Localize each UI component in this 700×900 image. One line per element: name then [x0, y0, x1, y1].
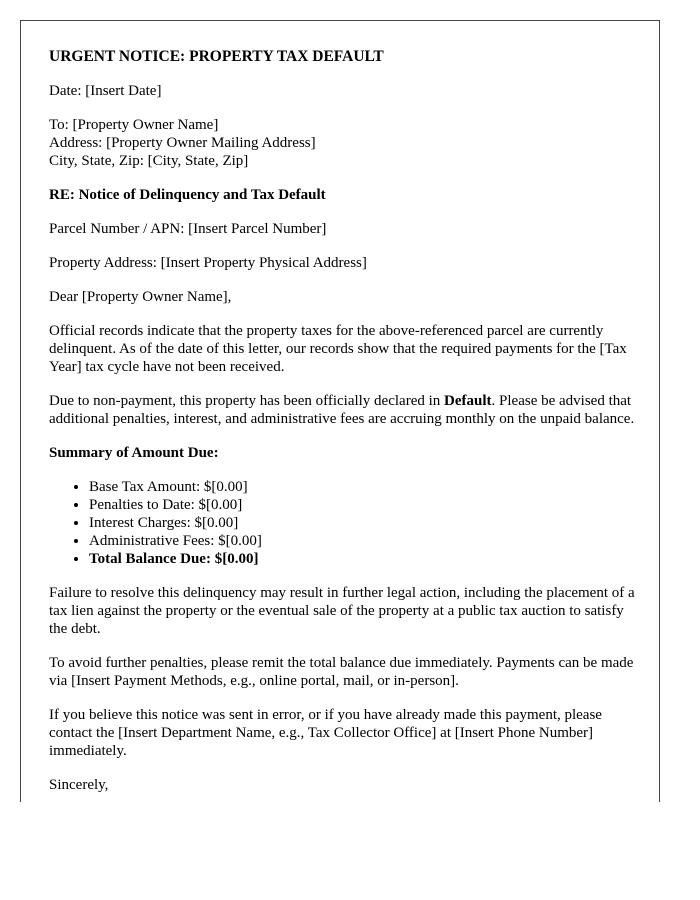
- summary-heading: Summary of Amount Due:: [49, 445, 219, 461]
- re-line: RE: Notice of Delinquency and Tax Default: [49, 187, 326, 203]
- default-emphasis: Default: [444, 393, 492, 409]
- list-item-admin-fees: • Administrative Fees: $[0.00]: [89, 532, 639, 550]
- recipient-block: [49, 116, 639, 170]
- paragraph-payment: To avoid further penalties, please remit the total balance due immediately. Payments can be made via [Insert Payment Methods, e.g., online portal, mail, or in-person].: [49, 655, 634, 689]
- list-item-interest: • Interest Charges: $[0.00]: [89, 514, 639, 532]
- date-line: Date: [Insert Date]: [49, 83, 162, 99]
- paragraph-legal-action: Failure to resolve this delinquency may result in further legal action, including the placement of a tax lien against the property or the eventual sale of the property at a public tax auction to satisfy the debt.: [49, 585, 635, 637]
- paragraph-delinquency: Official records indicate that the property taxes for the above-referenced parcel are currently delinquent. As of the date of this letter, our records show that the required payments for the [Tax Year] tax cycle have not been received.: [49, 323, 627, 375]
- notice-title: URGENT NOTICE: PROPERTY TAX DEFAULT: [49, 48, 384, 65]
- letter-body: [49, 48, 639, 802]
- paragraph-contact: If you believe this notice was sent in error, or if you have already made this payment, please contact the [Insert Department Name, e.g., Tax Collector Office] at [Insert Phone Number] immediately.: [49, 707, 602, 759]
- list-item-total-balance: • Total Balance Due: $[0.00]: [89, 550, 639, 568]
- paragraph-default: [49, 392, 639, 428]
- document-page: [20, 20, 660, 802]
- amount-due-list: [49, 478, 639, 568]
- closing: Sincerely,: [49, 777, 109, 793]
- list-item-penalties: • Penalties to Date: $[0.00]: [89, 496, 639, 514]
- recipient-address: Address: [Property Owner Mailing Address]: [49, 135, 316, 151]
- list-item-base-tax: • Base Tax Amount: $[0.00]: [89, 478, 639, 496]
- recipient-city-state-zip: City, State, Zip: [City, State, Zip]: [49, 153, 249, 169]
- paragraph-default-after: . Please be advised that additional penalties, interest, and administrative fees are accruing monthly on the unpaid balance.: [49, 393, 635, 427]
- salutation: Dear [Property Owner Name],: [49, 289, 232, 305]
- recipient-to: To: [Property Owner Name]: [49, 117, 219, 133]
- paragraph-default-before: Due to non-payment, this property has been officially declared in: [49, 393, 445, 409]
- property-address-line: Property Address: [Insert Property Physical Address]: [49, 255, 367, 271]
- parcel-number-line: Parcel Number / APN: [Insert Parcel Number]: [49, 221, 327, 237]
